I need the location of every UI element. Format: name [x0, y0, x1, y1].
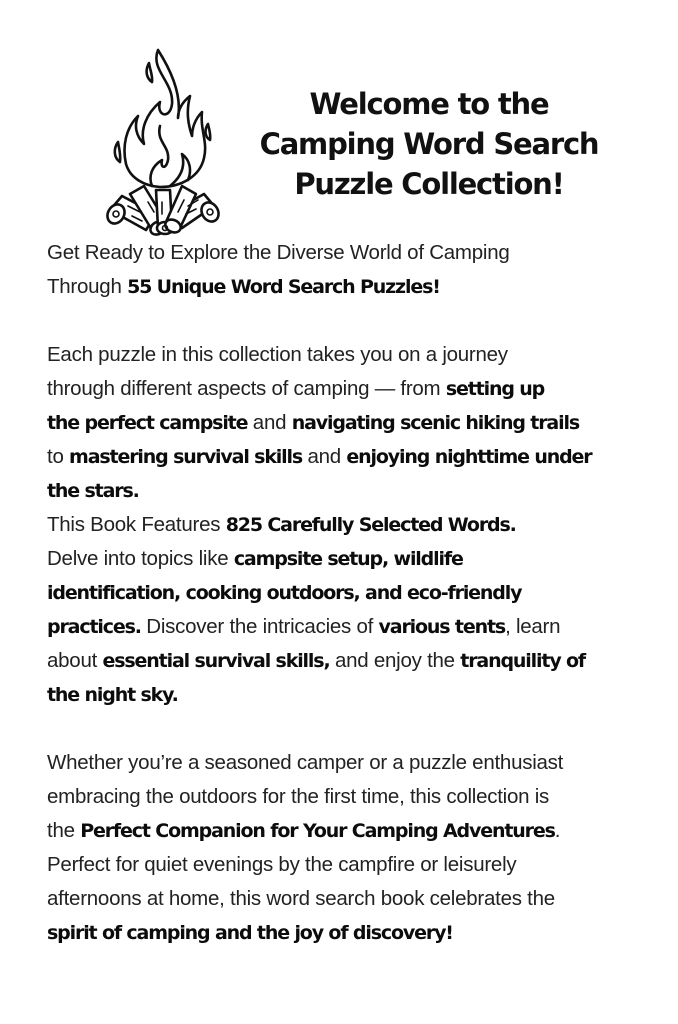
paragraph-line	[47, 474, 647, 508]
paragraph-line	[47, 372, 647, 406]
paragraph-line	[47, 678, 647, 712]
paragraph-line	[47, 406, 647, 440]
text: afternoons at home, this word search book celebrates the	[47, 887, 555, 910]
paragraph-gap	[47, 304, 647, 338]
bold-text: essential survival skills,	[102, 650, 330, 672]
page-title	[240, 84, 618, 204]
text: Delve into topics like	[47, 547, 234, 570]
text: , learn	[505, 615, 561, 638]
bold-text: navigating scenic hiking trails	[291, 412, 579, 434]
intro-line	[47, 270, 647, 304]
text: to	[47, 445, 70, 468]
paragraph-line	[47, 644, 647, 678]
bold-text: 55 Unique Word Search Puzzles!	[127, 276, 440, 298]
paragraph-line	[47, 746, 647, 780]
bold-text: spirit of camping and the joy of discovery!	[47, 922, 453, 944]
text: embracing the outdoors for the first time, this collection is	[47, 785, 550, 808]
title-line: Puzzle Collection!	[294, 167, 564, 201]
paragraph-line	[47, 542, 647, 576]
paragraph-line	[47, 916, 647, 950]
bold-text: setting up	[445, 378, 545, 400]
text: Each puzzle in this collection takes you on a journey	[47, 343, 508, 366]
text: This Book Features	[47, 513, 226, 536]
text: and	[247, 411, 292, 434]
bold-text: 825 Carefully Selected Words.	[225, 514, 516, 536]
text: about	[47, 649, 103, 672]
text: Whether you’re a seasoned camper or a puzzle enthusiast	[47, 751, 564, 774]
intro-line	[47, 236, 647, 270]
text: Perfect for quiet evenings by the campfire or leisurely	[47, 853, 517, 876]
text: through different aspects of camping — from	[47, 377, 446, 400]
bold-text: the stars.	[47, 480, 139, 502]
paragraph-line	[47, 338, 647, 372]
paragraph-line	[47, 814, 647, 848]
paragraph-gap	[47, 712, 647, 746]
text: .	[554, 819, 561, 842]
paragraph-line	[47, 882, 647, 916]
title-line: Welcome to the	[309, 87, 549, 121]
paragraph-line	[47, 610, 647, 644]
bold-text: tranquility of	[460, 650, 586, 672]
bold-text: practices.	[47, 616, 141, 638]
bold-text: identification, cooking outdoors, and eco-friendly	[47, 582, 522, 604]
bold-text: various tents	[378, 616, 506, 638]
bold-text: Perfect Companion for Your Camping Adventures	[80, 820, 555, 842]
bold-text: mastering survival skills	[69, 446, 303, 468]
text: and enjoy the	[329, 649, 461, 672]
paragraph-line	[47, 576, 647, 610]
text: Discover the intricacies of	[140, 615, 379, 638]
paragraph-line	[47, 780, 647, 814]
text: and	[302, 445, 347, 468]
bold-text: the perfect campsite	[47, 412, 248, 434]
paragraph-line	[47, 508, 647, 542]
text: the	[47, 819, 81, 842]
campfire-icon	[100, 46, 226, 236]
text: Through	[47, 275, 128, 298]
paragraph-line	[47, 440, 647, 474]
paragraph-line	[47, 848, 647, 882]
title-line: Camping Word Search	[259, 127, 599, 161]
bold-text: campsite setup, wildlife	[233, 548, 463, 570]
bold-text: the night sky.	[47, 684, 178, 706]
text: Get Ready to Explore the Diverse World of Camping	[47, 241, 510, 264]
description-body	[47, 236, 647, 950]
bold-text: enjoying nighttime under	[346, 446, 592, 468]
